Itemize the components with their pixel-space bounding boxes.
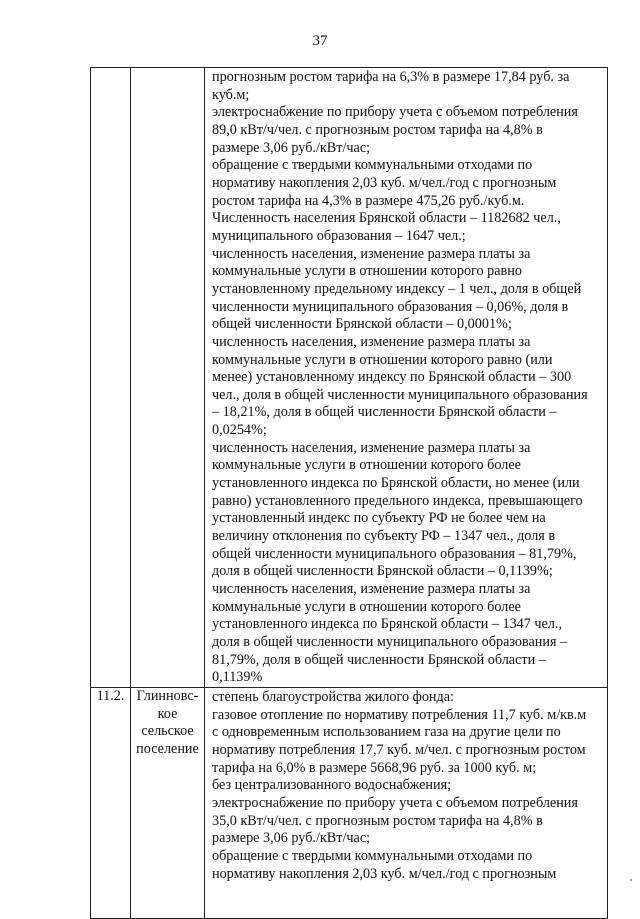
text-line: обращение с твердыми коммунальными отходами по	[212, 157, 533, 174]
text-line: нормативу накопления 2,03 куб. м/чел./год с прогнозным	[212, 174, 557, 191]
text-line: численность населения, изменение размера платы за	[212, 333, 531, 350]
text-line: 0,1139%	[212, 669, 263, 686]
municipality-name-cell	[131, 687, 205, 918]
text-line: Численность населения Брянской области – 1182682 чел.,	[212, 210, 561, 227]
row-number-cell	[91, 68, 131, 688]
text-line: коммунальные услуги в отношении которого более	[212, 598, 521, 615]
text-line: доля в общей численности Брянской области – 0,1139%;	[212, 563, 553, 580]
text-line: величину отклонения по субъекту РФ – 1347 чел., доля в	[212, 528, 556, 545]
text-line: установленному предельному индексу – 1 чел., доля в общей	[212, 280, 582, 297]
text-line: численность населения, изменение размера платы за	[212, 581, 531, 598]
text-line: численность населения, изменение размера платы за	[212, 439, 531, 456]
text-line: степень благоустройства жилого фонда:	[212, 688, 454, 705]
text-line: 81,79%, доля в общей численности Брянской области –	[212, 651, 546, 668]
text-line: размере 3,06 руб./кВт/час;	[212, 139, 371, 156]
name-line: сельское	[141, 723, 194, 740]
document-table	[90, 67, 608, 919]
text-line: 35,0 кВт/ч/чел. с прогнозным ростом тарифа на 4,8% в	[212, 812, 543, 829]
text-line: коммунальные услуги в отношении которого равно (или	[212, 351, 553, 368]
row-number-cell: 11.2.	[91, 687, 131, 918]
text-line: муниципального образования – 1647 чел.;	[212, 227, 466, 244]
text-line: менее) установленному индексу по Брянской области – 300	[212, 369, 572, 386]
text-line: газовое отопление по нормативу потребления 11,7 куб. м/кв.м	[212, 706, 587, 723]
text-line: куб.м;	[212, 86, 250, 103]
table-row	[91, 687, 608, 918]
text-line: численности муниципального образования – 0,06%, доля в	[212, 298, 569, 315]
description-cell	[205, 687, 608, 918]
text-line: размере 3,06 руб./кВт/час;	[212, 830, 371, 847]
text-line: равно) установленного предельного индекса, превышающего	[212, 492, 583, 509]
name-line: Глинновс-	[136, 687, 199, 704]
page-number: 37	[312, 33, 328, 49]
municipality-name-cell	[131, 68, 205, 688]
text-line: ростом тарифа на 4,3% в размере 475,26 руб./куб.м.	[212, 192, 525, 209]
text-line: установленного индекса по Брянской области – 1347 чел.,	[212, 616, 563, 633]
name-line: кое	[157, 705, 178, 722]
text-line: общей численности муниципального образования – 81,79%,	[212, 545, 577, 562]
text-line: тарифа на 6,0% в размере 5668,96 руб. за 1000 куб. м;	[212, 759, 537, 776]
text-line: численность населения, изменение размера платы за	[212, 245, 531, 262]
text-line: коммунальные услуги в отношении которого равно	[212, 263, 522, 280]
table-row	[91, 68, 608, 688]
description-text	[205, 688, 607, 883]
text-line: доля в общей численности муниципального образования –	[212, 634, 568, 650]
description-cell	[205, 68, 608, 688]
text-line: общей численности Брянской области – 0,0001%;	[212, 316, 512, 333]
text-line: установленный индекс по субъекту РФ не более чем на	[212, 510, 546, 527]
text-line: коммунальные услуги в отношении которого более	[212, 457, 521, 474]
text-line: нормативу потребления 17,7 куб. м/чел. с прогнозным ростом	[212, 741, 586, 758]
text-line: установленного индекса по Брянской области, но менее (или	[212, 475, 580, 492]
text-line: 0,0254%;	[212, 422, 267, 439]
text-line: без централизованного водоснабжения;	[212, 777, 452, 794]
name-line: поселение	[136, 740, 199, 757]
text-line: 89,0 кВт/ч/чел. с прогнозным ростом тарифа на 4,8% в	[212, 121, 543, 138]
text-line: чел., доля в общей численности муниципального образования	[212, 386, 588, 403]
text-line: прогнозным ростом тарифа на 6,3% в размере 17,84 руб. за	[212, 69, 570, 85]
scan-speck	[630, 879, 632, 881]
description-text	[205, 68, 607, 687]
text-line: электроснабжение по прибору учета с объемом потребления	[212, 794, 578, 811]
text-line: с одновременным использованием газа на другие цели по	[212, 724, 561, 741]
text-line: электроснабжение по прибору учета с объемом потребления	[212, 104, 578, 121]
text-line: нормативу накопления 2,03 куб. м/чел./год с прогнозным	[212, 865, 557, 882]
text-line: обращение с твердыми коммунальными отходами по	[212, 847, 533, 864]
text-line: – 18,21%, доля в общей численности Брянской области –	[212, 404, 557, 421]
